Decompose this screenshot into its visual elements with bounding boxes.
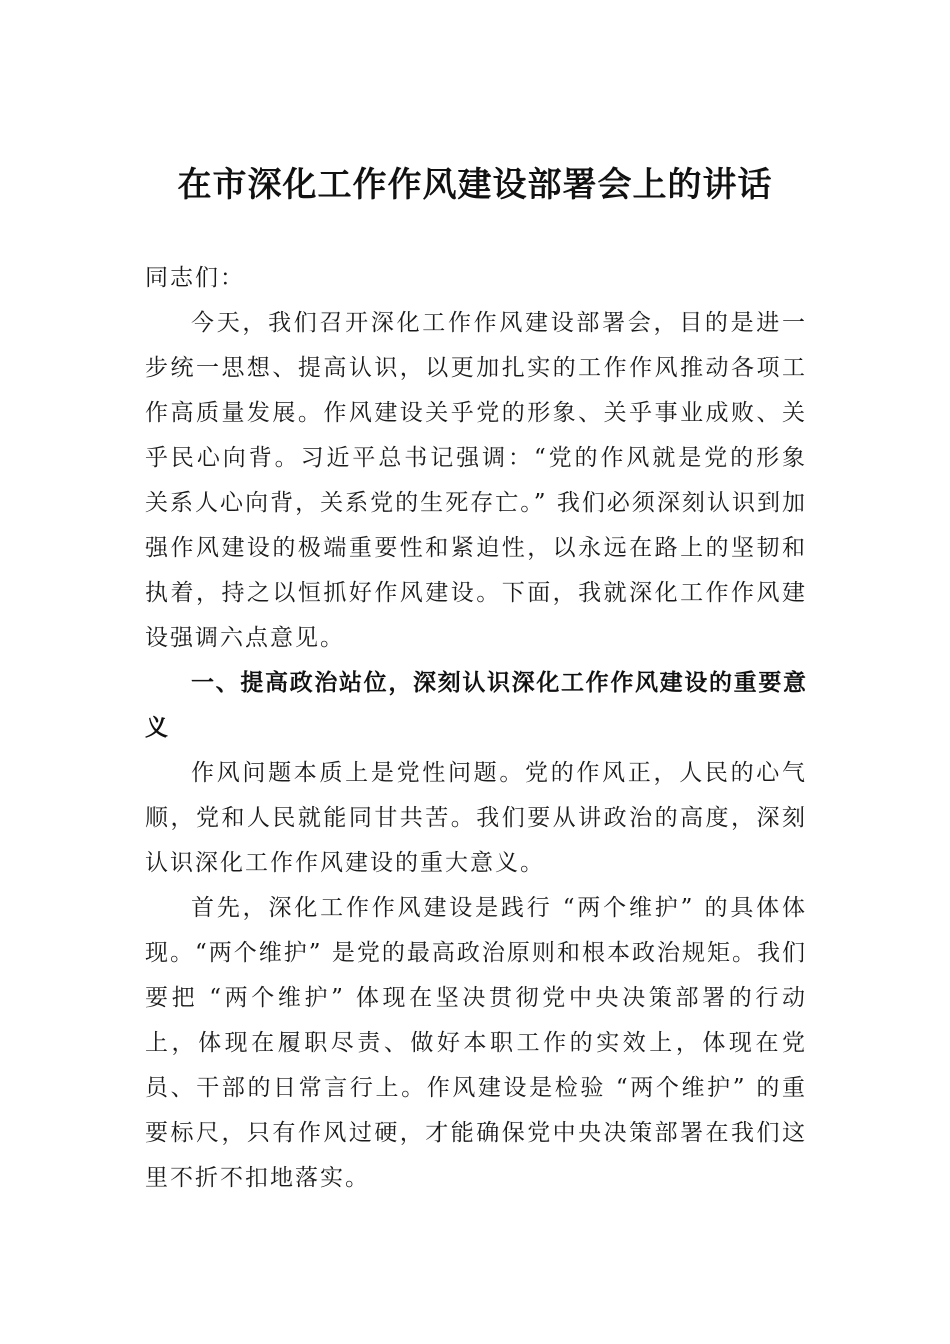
paragraph-intro: 今天，我们召开深化工作作风建设部署会，目的是进一步统一思想、提高认识，以更加扎实的工作作风推动各项工作高质量发展。作风建设关乎党的形象、关乎事业成败、关乎民心向背。习近平总书记强调：“党的作风就是党的形象关系人心向背，关系党的生死存亡。” 我们必须深刻认识到加强作风建设的极端重要性和紧迫性，以永远在路上的坚韧和执着，持之以恒抓好作风建设。下面，我就深化工作作风建设强调六点意见。 <box>145 310 807 651</box>
salutation: 同志们： <box>145 265 245 291</box>
paragraph-section1-first: 首先，深化工作作风建设是践行 “两个维护” 的具体体现。“两个维护” 是党的最高政治原则和根本政治规矩。我们要把 “两个维护” 体现在坚决贯彻党中央决策部署的行动上，体现在履职尽责、做好本职工作的实效上，体现在党员、干部的日常言行上。作风建设是检验 “两个维护” 的重要标尺，只有作风过硬，才能确保党中央决策部署在我们这里不折不扣地落实。 <box>145 895 807 1191</box>
section-heading-1: 一、提高政治站位，深刻认识深化工作作风建设的重要意义 <box>145 670 807 741</box>
paragraph-section1-intro: 作风问题本质上是党性问题。党的作风正，人民的心气顺，党和人民就能同甘共苦。我们要从讲政治的高度，深刻认识深化工作作风建设的重大意义。 <box>145 760 807 876</box>
document-title: 在市深化工作作风建设部署会上的讲话 <box>177 165 773 205</box>
document-body <box>145 256 807 1201</box>
